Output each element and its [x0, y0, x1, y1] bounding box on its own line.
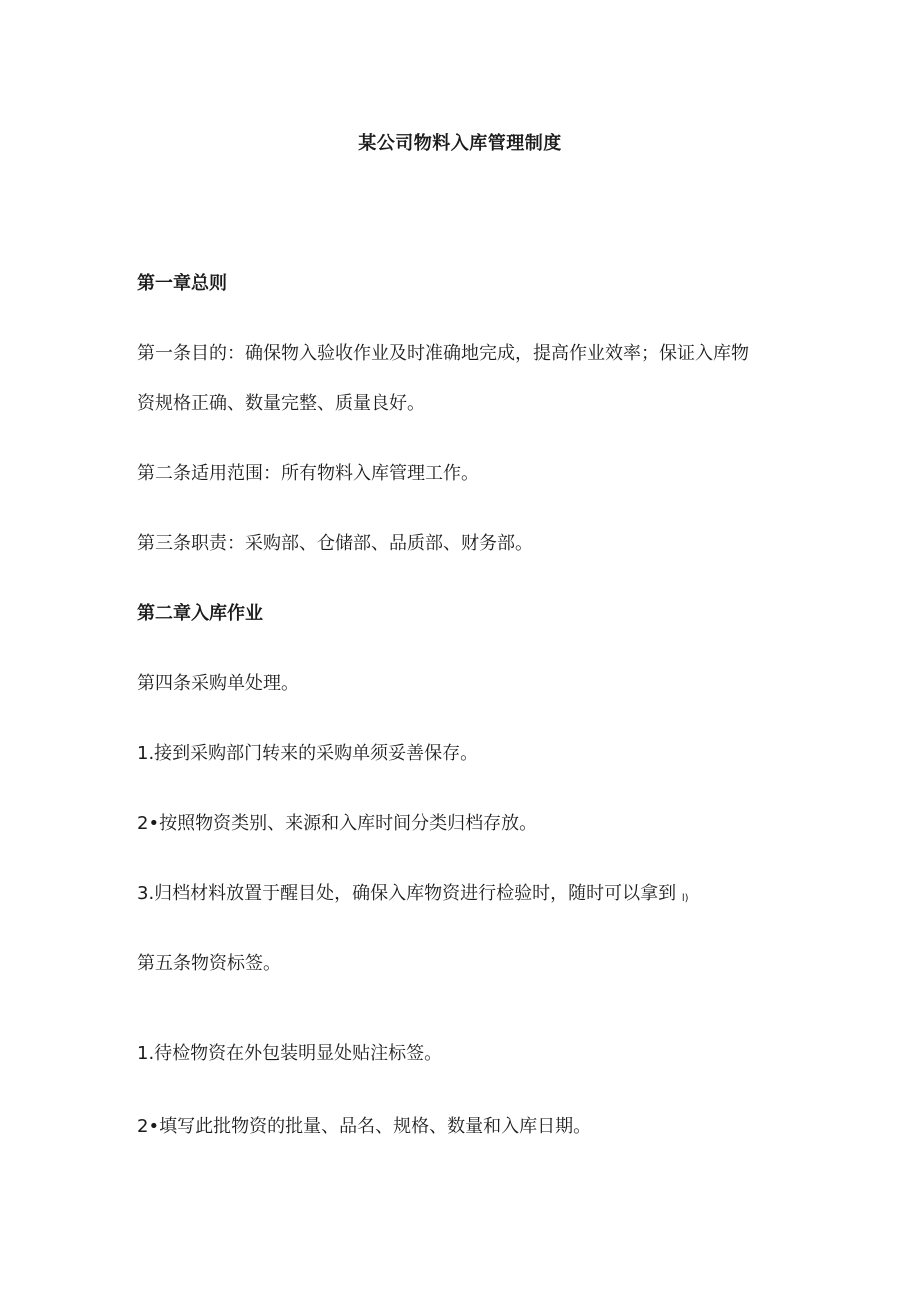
article-4: 第四条采购单处理。: [137, 673, 299, 694]
article-4-item-3: [137, 881, 689, 912]
chapter-2-heading: 第二章入库作业: [137, 603, 263, 624]
article-5-item-1: 1.待检物资在外包装明显处贴注标签。: [137, 1043, 443, 1064]
article-2: 第二条适用范围：所有物料入库管理工作。: [137, 463, 479, 484]
article-3: 第三条职责：采购部、仓储部、品质部、财务部。: [137, 533, 533, 554]
chapter-1-heading: 第一章总则: [137, 273, 227, 294]
article-4-item-1: 1.接到采购部门转来的采购单须妥善保存。: [137, 743, 479, 764]
article-4-item-3-tail: l): [681, 893, 689, 904]
article-4-item-2: 2•按照物资类别、来源和入库时间分类归档存放。: [137, 813, 538, 834]
article-5: 第五条物资标签。: [137, 953, 281, 974]
document-title: 某公司物料入库管理制度: [358, 133, 562, 154]
article-5-item-2: 2•填写此批物资的批量、品名、规格、数量和入库日期。: [137, 1116, 592, 1137]
article-1-line-2: 资规格正确、数量完整、质量良好。: [137, 393, 425, 414]
article-4-item-3-text: 3.归档材料放置于醒目处，确保入库物资进行检验时，随时可以拿到: [137, 883, 677, 904]
article-1-line-1: 第一条目的：确保物入验收作业及时准确地完成，提高作业效率；保证入库物: [137, 343, 749, 364]
